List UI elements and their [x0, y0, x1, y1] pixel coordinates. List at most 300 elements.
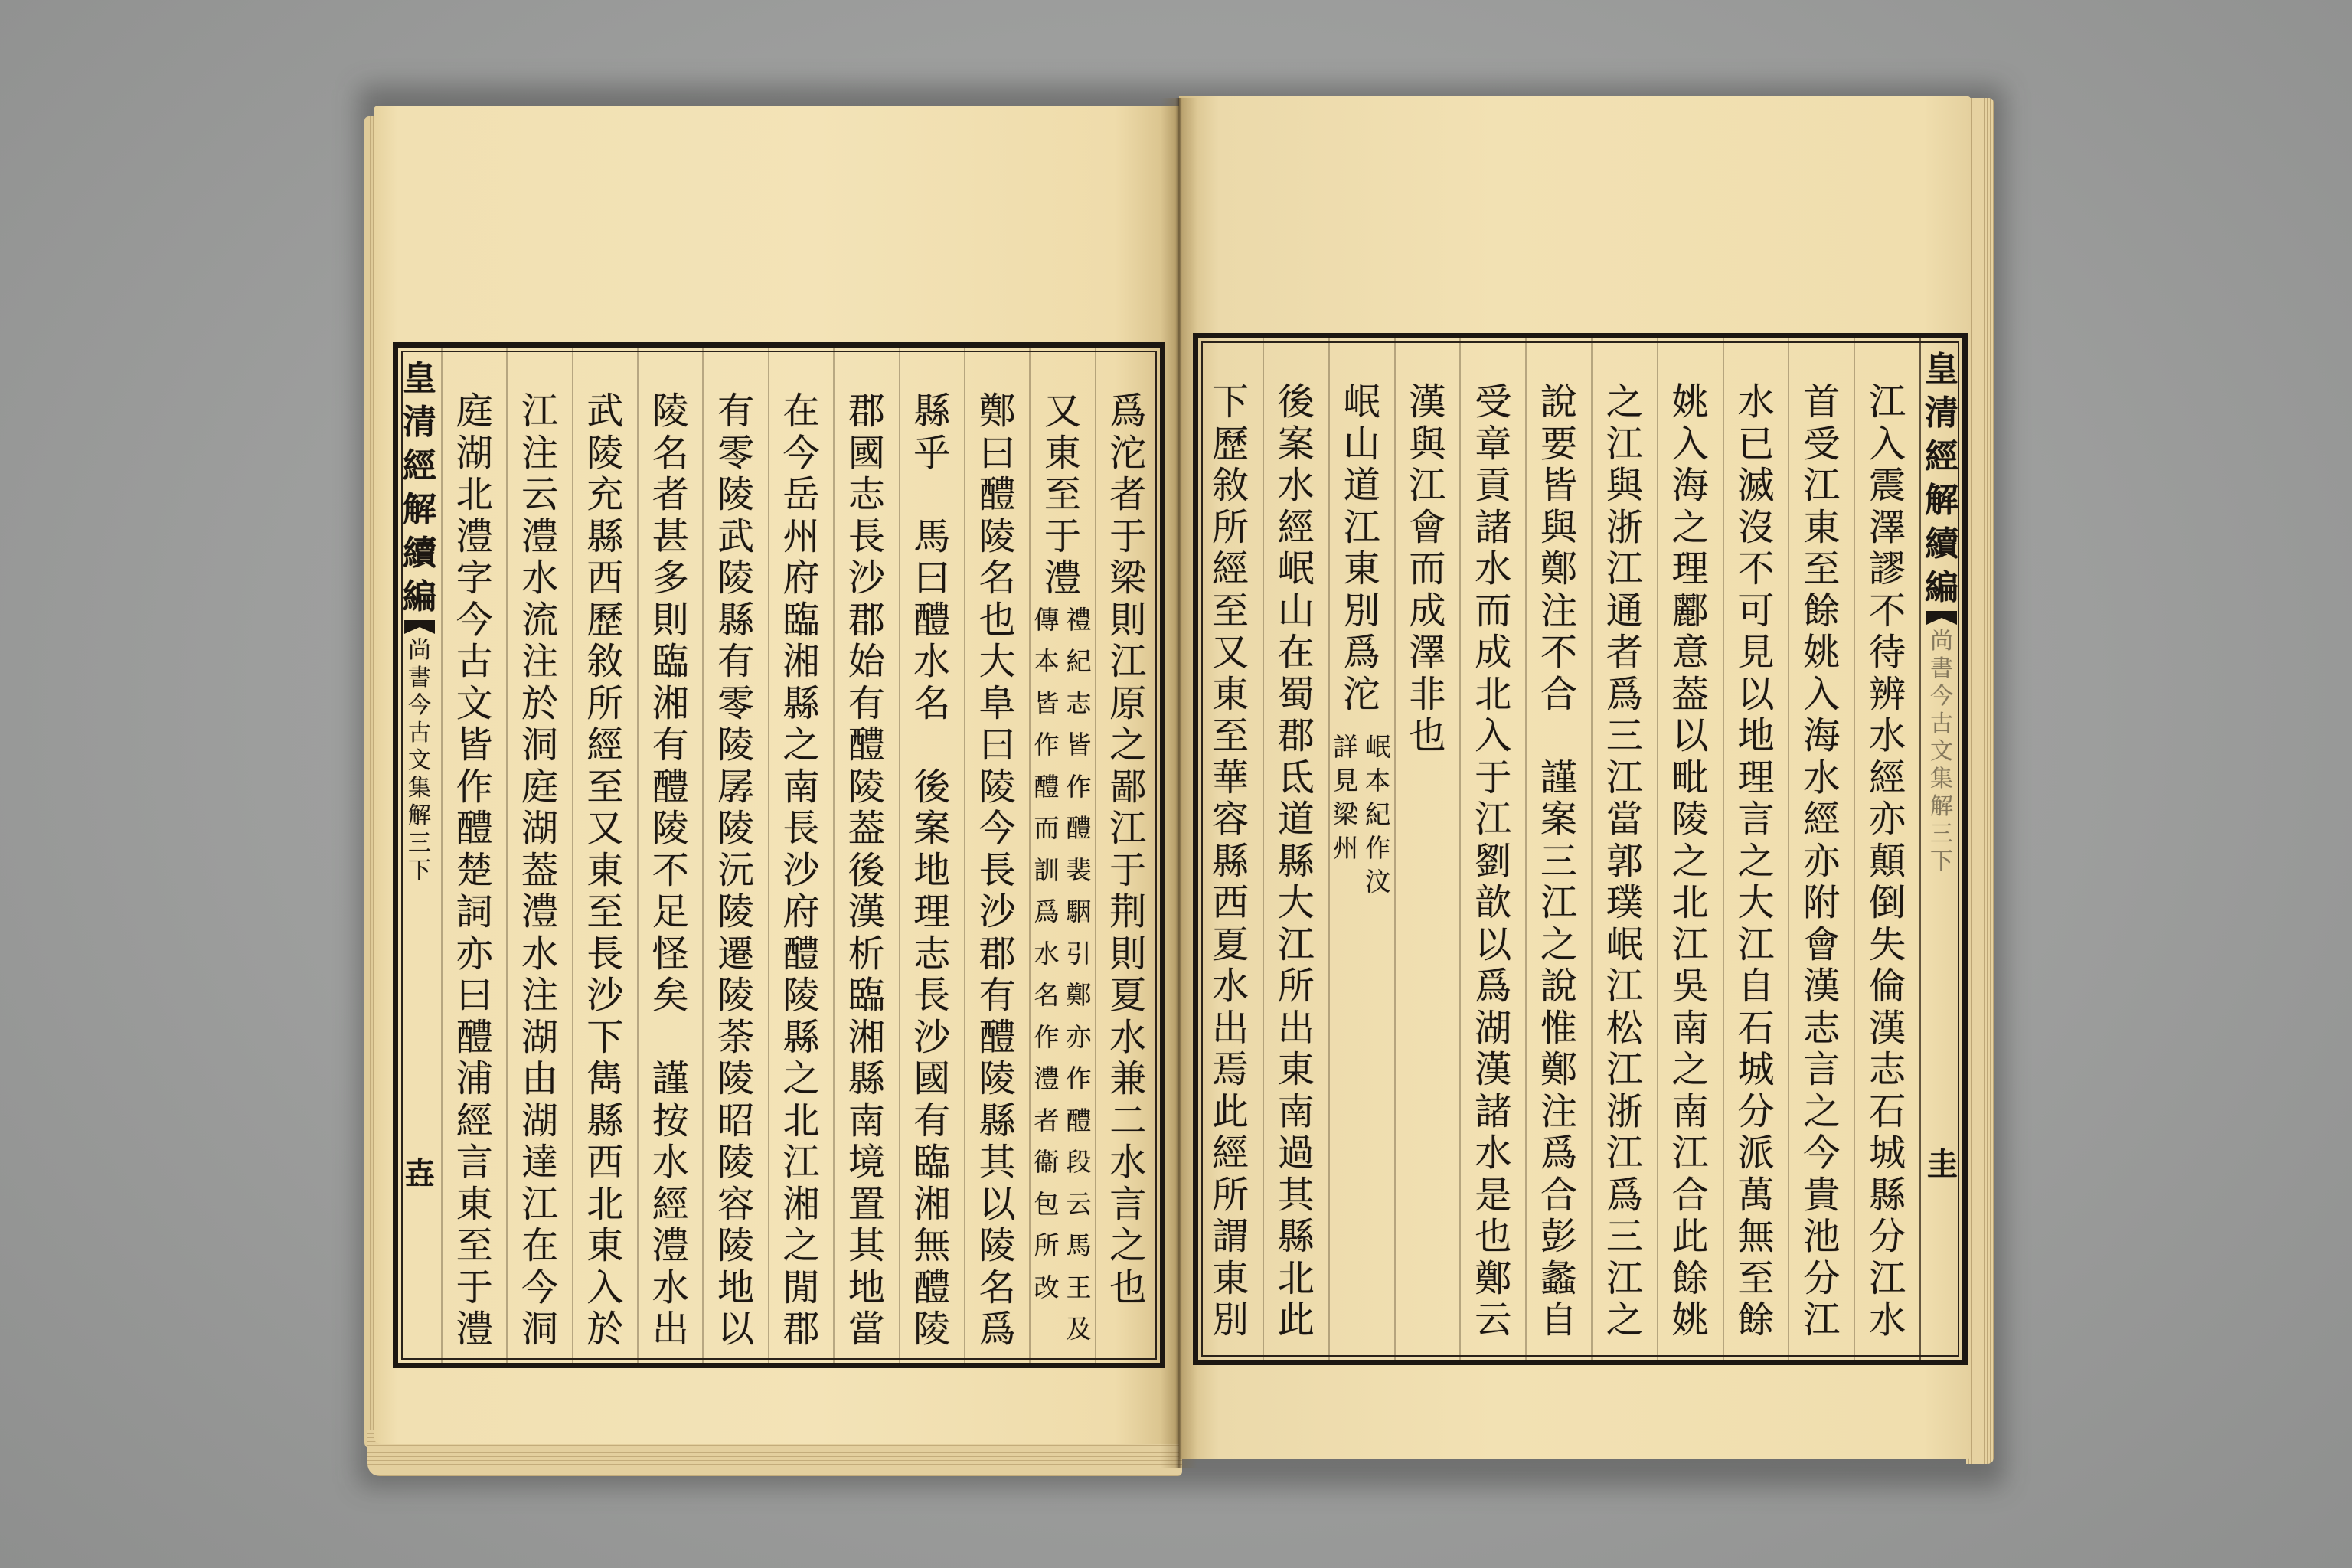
glyph: 諸 — [1475, 505, 1512, 549]
glyph: 經 — [1211, 547, 1249, 590]
glyph: 作 — [456, 765, 493, 808]
glyph: 編 — [403, 577, 437, 616]
glyph: 水 — [1211, 965, 1249, 1008]
glyph: 沒 — [1737, 505, 1775, 549]
glyph: 作 — [1066, 771, 1092, 802]
glyph: 志 — [1803, 1006, 1841, 1050]
text-column — [1591, 338, 1657, 1360]
glyph: 謂 — [1211, 1215, 1249, 1258]
column-text — [908, 390, 956, 1351]
glyph: 則 — [1109, 932, 1147, 975]
column-text — [1601, 381, 1648, 1341]
glyph: 亦 — [456, 932, 493, 975]
glyph: 續 — [403, 534, 437, 573]
glyph: 見 — [1737, 631, 1775, 674]
glyph: 大 — [978, 640, 1016, 683]
glyph: 也 — [978, 598, 1016, 642]
glyph: 城 — [1869, 1132, 1906, 1174]
glyph: 歷 — [1211, 422, 1249, 466]
glyph: 經 — [1869, 756, 1906, 799]
glyph: 與 — [1606, 464, 1643, 507]
glyph: 而 — [1475, 589, 1512, 632]
glyph: 水 — [1475, 1132, 1512, 1174]
glyph: 曰 — [456, 974, 493, 1017]
glyph: 謹 — [652, 1057, 689, 1100]
glyph: 入 — [1475, 714, 1512, 757]
glyph: 不 — [1737, 547, 1775, 590]
glyph: 湘 — [913, 1182, 951, 1226]
glyph: 庭 — [456, 390, 493, 433]
glyph: 惟 — [1540, 1006, 1578, 1050]
glyph: 不 — [652, 848, 689, 892]
glyph: 清 — [403, 403, 437, 442]
glyph: 出 — [1211, 1006, 1249, 1050]
glyph: 之 — [782, 1057, 820, 1100]
glyph: 之 — [1671, 1048, 1709, 1091]
glyph: 不 — [1540, 631, 1578, 674]
glyph: 倒 — [1869, 881, 1906, 924]
glyph: 下 — [1211, 381, 1249, 423]
glyph: 陵 — [717, 890, 755, 933]
glyph: 成 — [1409, 589, 1446, 632]
glyph: 二 — [1109, 1099, 1147, 1142]
glyph: 江 — [1343, 505, 1380, 549]
glyph: 東 — [1211, 672, 1249, 716]
glyph: 曰 — [978, 724, 1016, 766]
glyph: 入 — [1803, 672, 1841, 716]
glyph: 言 — [1803, 1048, 1841, 1091]
glyph: 理 — [913, 890, 951, 933]
glyph: 蠡 — [1540, 1256, 1578, 1300]
glyph: 名 — [652, 431, 689, 475]
glyph: 與 — [1409, 422, 1446, 466]
column-text — [1864, 381, 1911, 1341]
glyph — [908, 724, 956, 766]
glyph: 陵 — [978, 514, 1016, 558]
glyph: 姚 — [1671, 381, 1709, 423]
glyph: 由 — [521, 1057, 559, 1100]
glyph: 江 — [1869, 1256, 1906, 1300]
glyph: 至 — [1044, 473, 1081, 516]
glyph: 怪 — [652, 932, 689, 975]
glyph: 醴 — [913, 598, 951, 642]
glyph: 失 — [1869, 923, 1906, 966]
glyph: 澧 — [1044, 557, 1081, 599]
glyph: 浙 — [1606, 505, 1643, 549]
glyph: 此 — [1277, 1298, 1315, 1341]
glyph: 水 — [1034, 938, 1060, 969]
glyph: 三 — [1606, 1215, 1643, 1258]
glyph: 南 — [782, 765, 820, 808]
glyph: 滅 — [1737, 464, 1775, 507]
text-column — [1788, 338, 1854, 1360]
glyph: 醴 — [782, 932, 820, 975]
glyph: 自 — [1737, 965, 1775, 1008]
glyph: 湖 — [1475, 1006, 1512, 1050]
glyph: 三 — [408, 830, 432, 857]
glyph: 過 — [1277, 1132, 1315, 1174]
glyph: 詳 — [1333, 732, 1359, 762]
glyph: 注 — [521, 431, 559, 475]
column-text — [1104, 390, 1152, 1308]
glyph: 江 — [1803, 1298, 1841, 1341]
glyph: 案 — [913, 807, 951, 850]
glyph: 地 — [848, 1266, 885, 1309]
glyph: 爲 — [1606, 672, 1643, 716]
annotation-line — [1065, 599, 1093, 1351]
glyph: 足 — [652, 890, 689, 933]
glyph: 餘 — [1803, 589, 1841, 632]
glyph: 府 — [782, 890, 820, 933]
glyph: 置 — [848, 1182, 885, 1226]
glyph: 之 — [782, 724, 820, 766]
glyph: 名 — [913, 681, 951, 725]
glyph: 作 — [1034, 730, 1060, 760]
glyph: 後 — [1277, 381, 1315, 423]
glyph: 江 — [782, 1141, 820, 1184]
glyph: 餘 — [1737, 1298, 1775, 1341]
glyph: 古 — [408, 720, 432, 746]
glyph: 毗 — [1671, 756, 1709, 799]
glyph: 東 — [586, 848, 624, 892]
glyph: 澧 — [1034, 1063, 1060, 1093]
glyph: 今 — [1930, 683, 1953, 710]
glyph: 之 — [1737, 839, 1775, 883]
glyph: 州 — [1333, 833, 1359, 863]
glyph: 三 — [1540, 839, 1578, 883]
text-column — [768, 348, 833, 1363]
glyph: 首 — [1803, 381, 1841, 423]
glyph: 陵 — [848, 765, 885, 808]
glyph: 爲 — [1606, 1173, 1643, 1217]
glyph: 注 — [521, 974, 559, 1017]
glyph: 縣 — [782, 1015, 820, 1059]
glyph: 郡 — [1277, 714, 1315, 757]
glyph: 湖 — [521, 1015, 559, 1059]
glyph: 注 — [521, 640, 559, 683]
column-text — [1403, 381, 1451, 757]
glyph: 璞 — [1606, 881, 1643, 924]
glyph: 名 — [978, 1266, 1016, 1309]
glyph: 松 — [1606, 1006, 1643, 1050]
glyph: 漢 — [1869, 1006, 1906, 1050]
text-column — [1263, 338, 1328, 1360]
glyph: 也 — [1409, 714, 1446, 757]
glyph: 書 — [408, 665, 432, 691]
page-center-margin — [398, 348, 441, 1363]
glyph: 萬 — [1737, 1173, 1775, 1217]
glyph: 包 — [1034, 1188, 1060, 1219]
glyph: 後 — [848, 848, 885, 892]
column-text — [712, 390, 760, 1351]
glyph: 洞 — [521, 1308, 559, 1351]
glyph: 作 — [1034, 1021, 1060, 1052]
glyph: 湖 — [521, 807, 559, 850]
glyph: 水 — [1737, 381, 1775, 423]
glyph: 江 — [1109, 807, 1147, 850]
text-column — [506, 348, 571, 1363]
glyph: 文 — [408, 747, 432, 774]
glyph: 江 — [1606, 965, 1643, 1008]
glyph: 江 — [1803, 464, 1841, 507]
glyph: 入 — [586, 1266, 624, 1309]
glyph: 爲 — [978, 1308, 1016, 1351]
glyph: 鄭 — [1066, 980, 1092, 1010]
glyph: 陵 — [978, 765, 1016, 808]
glyph: 甚 — [652, 514, 689, 558]
glyph: 王 — [1066, 1272, 1092, 1302]
glyph: 醴 — [652, 765, 689, 808]
glyph: 又 — [1044, 390, 1081, 433]
glyph: 分 — [1869, 1215, 1906, 1258]
glyph: 其 — [1277, 1173, 1315, 1217]
glyph: 矣 — [652, 974, 689, 1017]
glyph: 辨 — [1869, 672, 1906, 716]
glyph: 西 — [1211, 881, 1249, 924]
glyph: 洞 — [521, 724, 559, 766]
glyph: 至 — [456, 1224, 493, 1267]
glyph: 長 — [782, 807, 820, 850]
glyph: 是 — [1475, 1173, 1512, 1217]
glyph: 云 — [1066, 1188, 1092, 1219]
glyph: 東 — [586, 1224, 624, 1267]
glyph: 江 — [1606, 1256, 1643, 1300]
glyph: 爲 — [1540, 1132, 1578, 1174]
glyph: 經 — [1211, 1132, 1249, 1174]
glyph: 在 — [1277, 631, 1315, 674]
glyph: 江 — [1606, 756, 1643, 799]
glyph: 江 — [521, 390, 559, 433]
column-text — [1667, 381, 1714, 1341]
glyph: 下 — [408, 858, 432, 884]
glyph: 所 — [586, 681, 624, 725]
glyph: 岷 — [1277, 547, 1315, 590]
glyph: 水 — [1869, 1298, 1906, 1341]
glyph: 縣 — [782, 681, 820, 725]
glyph: 漢 — [1475, 1048, 1512, 1091]
glyph: 江 — [1671, 1132, 1709, 1174]
glyph: 當 — [1606, 798, 1643, 841]
text-column — [899, 348, 964, 1363]
glyph: 皆 — [456, 724, 493, 766]
glyph: 于 — [1044, 514, 1081, 558]
glyph: 續 — [1925, 524, 1958, 564]
glyph: 郡 — [782, 1308, 820, 1351]
glyph: 貴 — [1803, 1173, 1841, 1217]
glyph: 醴 — [913, 1266, 951, 1309]
glyph: 南 — [848, 1099, 885, 1142]
glyph: 縣 — [1211, 839, 1249, 883]
glyph: 志 — [1869, 1048, 1906, 1091]
glyph: 而 — [1409, 547, 1446, 590]
glyph: 作 — [1365, 833, 1391, 863]
glyph: 浦 — [456, 1057, 493, 1100]
glyph: 雋 — [586, 1057, 624, 1100]
glyph: 言 — [456, 1141, 493, 1184]
glyph: 梁 — [1333, 799, 1359, 829]
glyph: 汶 — [1365, 867, 1391, 897]
glyph: 待 — [1869, 631, 1906, 674]
glyph: 有 — [717, 640, 755, 683]
glyph: 水 — [521, 932, 559, 975]
glyph: 以 — [717, 1308, 755, 1351]
glyph: 說 — [1540, 965, 1578, 1008]
glyph: 皇 — [403, 359, 437, 398]
glyph: 酈 — [1671, 589, 1709, 632]
glyph: 章 — [1475, 422, 1512, 466]
glyph — [908, 474, 956, 516]
glyph: 夏 — [1109, 974, 1147, 1017]
glyph: 彭 — [1540, 1215, 1578, 1258]
glyph: 文 — [456, 681, 493, 725]
glyph: 縣 — [913, 390, 951, 433]
chapter-title — [1920, 628, 1963, 876]
glyph: 有 — [652, 724, 689, 766]
glyph: 水 — [1109, 1141, 1147, 1184]
glyph: 以 — [1671, 714, 1709, 757]
glyph: 府 — [782, 557, 820, 599]
glyph: 至 — [1803, 547, 1841, 590]
glyph: 江 — [1869, 381, 1906, 423]
glyph: 亦 — [1066, 1021, 1092, 1052]
column-text — [843, 390, 890, 1351]
glyph: 經 — [652, 1182, 689, 1226]
glyph: 孱 — [717, 765, 755, 808]
glyph: 湖 — [456, 431, 493, 475]
glyph: 焉 — [1211, 1048, 1249, 1091]
glyph: 長 — [586, 932, 624, 975]
glyph: 于 — [456, 1266, 493, 1309]
glyph: 山 — [1277, 589, 1315, 632]
glyph: 者 — [1606, 631, 1643, 674]
book-series-title — [398, 357, 441, 619]
glyph: 三 — [1930, 821, 1953, 848]
glyph: 也 — [1475, 1215, 1512, 1258]
column-text — [647, 390, 694, 1351]
glyph: 陵 — [717, 807, 755, 850]
glyph: 裴 — [1066, 854, 1092, 885]
glyph: 所 — [1277, 965, 1315, 1008]
glyph: 之 — [1671, 839, 1709, 883]
glyph: 其 — [978, 1141, 1016, 1184]
glyph: 醴 — [978, 1015, 1016, 1059]
glyph: 沙 — [848, 557, 885, 599]
glyph: 南 — [1671, 1089, 1709, 1133]
glyph: 姚 — [1803, 631, 1841, 674]
glyph: 此 — [1671, 1215, 1709, 1258]
glyph: 澧 — [521, 890, 559, 933]
glyph: 分 — [1737, 1089, 1775, 1133]
glyph: 郡 — [848, 598, 885, 642]
glyph: 岷 — [1343, 381, 1380, 423]
glyph: 至 — [1737, 1256, 1775, 1300]
text-column — [637, 348, 702, 1363]
glyph — [1535, 715, 1583, 757]
chapter-title — [398, 637, 441, 885]
glyph: 北 — [1277, 1256, 1315, 1300]
glyph: 始 — [848, 640, 885, 683]
glyph: 陵 — [978, 1224, 1016, 1267]
glyph: 荆 — [1109, 890, 1147, 933]
glyph: 醴 — [1066, 813, 1092, 843]
glyph: 注 — [1540, 589, 1578, 632]
glyph: 漢 — [1803, 965, 1841, 1008]
text-column — [1723, 338, 1788, 1360]
glyph: 云 — [1475, 1298, 1512, 1341]
glyph: 者 — [1034, 1105, 1060, 1135]
glyph: 長 — [913, 974, 951, 1017]
glyph: 長 — [978, 848, 1016, 892]
glyph: 志 — [1066, 688, 1092, 718]
glyph: 沙 — [586, 974, 624, 1017]
glyph: 謹 — [1540, 756, 1578, 799]
glyph: 荼 — [717, 1015, 755, 1059]
glyph: 陵 — [913, 1308, 951, 1351]
glyph: 禮 — [1066, 604, 1092, 635]
glyph: 武 — [717, 514, 755, 558]
glyph: 江 — [1277, 923, 1315, 966]
glyph: 鄭 — [1540, 1048, 1578, 1091]
book-series-title — [1920, 348, 1963, 609]
glyph: 派 — [1737, 1132, 1775, 1174]
left-page-frame — [393, 342, 1165, 1368]
interlinear-annotation — [1033, 599, 1093, 1351]
glyph: 於 — [586, 1308, 624, 1351]
glyph: 敘 — [1211, 464, 1249, 507]
glyph: 分 — [1803, 1256, 1841, 1300]
glyph: 經 — [1925, 437, 1958, 476]
glyph: 縣 — [978, 1099, 1016, 1142]
glyph: 澧 — [652, 1224, 689, 1267]
glyph: 所 — [1211, 505, 1249, 549]
column-text — [1798, 381, 1845, 1341]
glyph: 海 — [1803, 714, 1841, 757]
glyph: 之 — [782, 1224, 820, 1267]
glyph: 劉 — [1475, 839, 1512, 883]
glyph: 經 — [586, 724, 624, 766]
glyph: 受 — [1803, 422, 1841, 466]
glyph: 已 — [1737, 422, 1775, 466]
glyph: 書 — [1930, 655, 1953, 682]
glyph: 澧 — [456, 514, 493, 558]
glyph: 郡 — [978, 932, 1016, 975]
glyph: 北 — [1475, 672, 1512, 716]
glyph: 縣 — [586, 514, 624, 558]
glyph: 東 — [1343, 547, 1380, 590]
glyph: 沱 — [1343, 672, 1380, 716]
glyph: 之 — [1671, 505, 1709, 549]
glyph: 集 — [408, 775, 432, 802]
glyph: 陵 — [717, 1141, 755, 1184]
glyph: 岷 — [1606, 923, 1643, 966]
glyph: 石 — [1737, 1006, 1775, 1050]
glyph: 江 — [1109, 640, 1147, 683]
glyph: 出 — [1277, 1006, 1315, 1050]
glyph: 容 — [1211, 798, 1249, 841]
glyph: 當 — [848, 1308, 885, 1351]
glyph: 水 — [1109, 1015, 1147, 1059]
glyph: 漢 — [848, 890, 885, 933]
column-text — [778, 390, 825, 1351]
glyph: 謬 — [1869, 547, 1906, 590]
glyph: 陵 — [782, 974, 820, 1017]
glyph: 在 — [782, 390, 820, 433]
glyph: 州 — [782, 514, 820, 558]
glyph: 段 — [1066, 1147, 1092, 1177]
column-text — [581, 390, 629, 1351]
glyph: 引 — [1066, 938, 1092, 969]
glyph: 石 — [1869, 1089, 1906, 1133]
